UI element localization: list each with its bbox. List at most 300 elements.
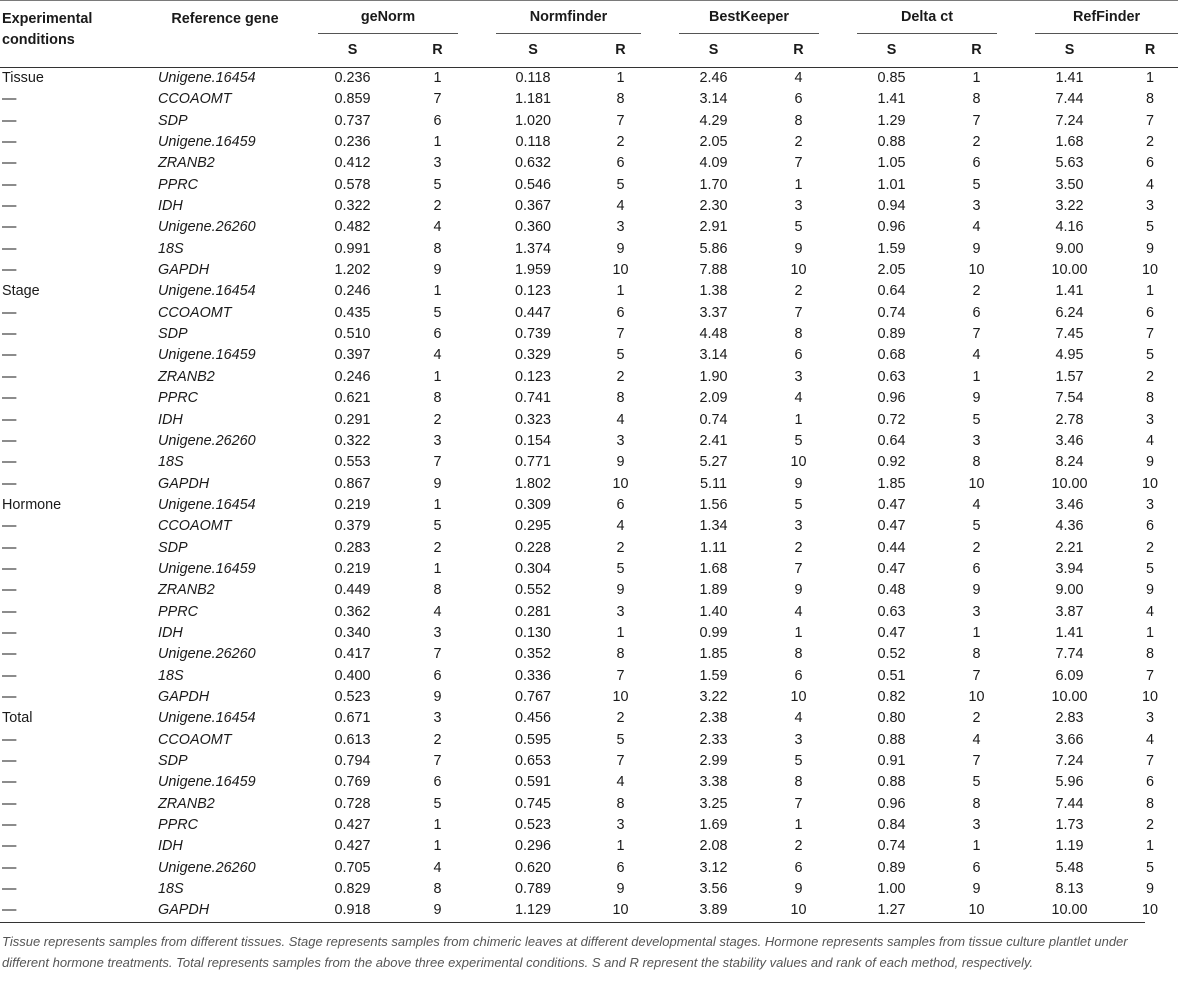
spacer-cell [653,623,661,644]
spacer-cell [653,324,661,345]
spacer-cell [831,217,839,238]
rank-cell: 7 [616,326,625,343]
spacer-cell [1009,772,1017,793]
condition-cell: — [2,304,17,321]
spacer-cell [1009,303,1017,324]
header-s: S [708,42,719,58]
spacer-cell [470,751,478,772]
stability-value-cell: 2.38 [699,710,728,727]
rank-cell: 8 [433,881,442,898]
spacer-cell [470,858,478,879]
condition-cell: Stage [2,283,40,300]
spacer-cell [831,580,839,601]
rank-cell: 1 [972,838,981,855]
spacer-cell [1009,68,1017,90]
spacer-cell [831,367,839,388]
rank-cell: 1 [944,68,1009,90]
stability-value-cell: 0.553 [334,454,371,471]
stability-value-cell: 4.48 [699,326,728,343]
rank-cell: 1 [1146,624,1155,641]
rank-cell: 3 [794,518,803,535]
condition-cell: — [2,112,17,129]
rank-cell: 8 [972,454,981,471]
spacer-cell [831,132,839,153]
stability-value-cell: 0.68 [877,347,906,364]
stability-value-cell: 0.291 [334,411,371,428]
spacer-cell [653,89,661,110]
rank-cell: 8 [616,390,625,407]
rank-cell: 9 [616,240,625,257]
rank-cell: 1 [433,817,442,834]
stability-value-cell: 0.435 [334,304,371,321]
spacer-cell [470,772,478,793]
gene-cell: CCOAOMT [158,518,232,535]
stability-value-cell: 2.08 [699,838,728,855]
spacer-cell [831,815,839,836]
spacer-cell [470,815,478,836]
condition-cell: — [2,411,17,428]
stability-value-cell: 0.523 [514,817,551,834]
spacer-cell [470,879,478,900]
rank-cell: 6 [433,667,442,684]
rank-cell: 9 [972,390,981,407]
stability-value-cell: 0.85 [839,68,944,90]
spacer-cell [653,410,661,431]
rank-cell: 7 [972,326,981,343]
rank-cell: 4 [972,219,981,236]
table-row [0,175,1178,196]
rank-cell: 8 [1146,795,1155,812]
stability-value-cell: 0.510 [334,326,371,343]
spacer-cell [470,303,478,324]
stability-value-cell: 1.020 [514,112,551,129]
stability-value-cell: 0.84 [877,817,906,834]
stability-value-cell: 0.94 [877,198,906,215]
stability-value-cell: 0.281 [514,603,551,620]
condition-cell: Total [2,710,33,727]
rank-cell: 4 [616,198,625,215]
rank-cell: 10 [1142,902,1159,919]
rank-cell: 2 [972,539,981,556]
spacer-cell [1009,281,1017,302]
rank-cell: 2 [972,283,981,300]
table-row [0,644,1178,665]
rank-cell: 8 [794,326,803,343]
stability-value-cell: 0.417 [334,646,371,663]
rank-cell: 3 [433,432,442,449]
stability-value-cell: 0.236 [334,134,371,151]
rank-cell: 1 [433,283,442,300]
stability-value-cell: 3.14 [699,91,728,108]
spacer-cell [831,281,839,302]
stability-value-cell: 0.400 [334,667,371,684]
rank-cell: 10 [790,902,807,919]
gene-cell: PPRC [158,817,198,834]
spacer-cell [1009,623,1017,644]
header-reffinder: RefFinder [1035,9,1178,34]
stability-value-cell: 3.22 [1055,198,1084,215]
rank-cell: 10 [612,688,629,705]
spacer-cell [1009,538,1017,559]
rank-cell: 6 [1146,518,1155,535]
rank-cell: 3 [433,155,442,172]
stability-value-cell: 0.47 [877,624,906,641]
spacer-cell [831,623,839,644]
rank-cell: 10 [1142,688,1159,705]
spacer-cell [831,324,839,345]
stability-value-cell: 2.33 [699,731,728,748]
spacer-cell [470,217,478,238]
stability-value-cell: 7.24 [1055,112,1084,129]
stability-value-cell: 0.447 [514,304,551,321]
stability-value-cell: 10.00 [1051,475,1088,492]
stability-value-cell: 0.632 [514,155,551,172]
spacer-cell [470,388,478,409]
rank-cell: 10 [612,475,629,492]
spacer-cell [470,345,478,366]
stability-value-cell: 0.296 [514,838,551,855]
gene-cell: SDP [158,539,188,556]
stability-value-cell: 0.745 [514,795,551,812]
rank-cell: 6 [972,859,981,876]
table-row [0,538,1178,559]
stability-value-cell: 0.295 [514,518,551,535]
spacer-cell [653,900,661,921]
condition-cell: — [2,624,17,641]
stability-value-cell: 0.154 [514,432,551,449]
rank-cell: 8 [794,646,803,663]
rank-cell: 2 [1146,368,1155,385]
rank-cell: 2 [794,283,803,300]
stability-value-cell: 0.728 [334,795,371,812]
condition-cell: — [2,667,17,684]
rank-cell: 7 [433,454,442,471]
spacer-cell [653,644,661,665]
stability-value-cell: 0.427 [334,838,371,855]
stability-value-cell: 0.283 [334,539,371,556]
spacer-cell [831,730,839,751]
stability-value-cell: 9.00 [1055,240,1084,257]
stability-value-cell: 0.482 [334,219,371,236]
stability-value-cell: 5.27 [699,454,728,471]
table-row [0,751,1178,772]
header-r: R [793,42,804,58]
rank-cell: 6 [1146,304,1155,321]
spacer-cell [831,900,839,921]
stability-value-cell: 3.37 [699,304,728,321]
stability-value-cell: 0.427 [334,817,371,834]
rank-cell: 4 [433,859,442,876]
table-row [0,281,1178,302]
spacer-cell [470,516,478,537]
spacer-cell [831,175,839,196]
gene-cell: Unigene.26260 [158,646,256,663]
rank-cell: 10 [612,262,629,279]
spacer-cell [653,580,661,601]
stability-value-cell: 3.56 [699,881,728,898]
rank-cell: 7 [616,112,625,129]
rank-cell: 4 [1146,176,1155,193]
rank-cell: 7 [972,753,981,769]
header-s: S [886,42,897,58]
stability-value-cell: 0.88 [877,774,906,791]
stability-value-cell: 0.379 [334,518,371,535]
table-row [0,324,1178,345]
stability-value-cell: 1.27 [877,902,906,919]
stability-value-cell: 2.83 [1055,710,1084,727]
gene-cell: 18S [158,667,184,684]
condition-cell: — [2,454,17,471]
rank-cell: 8 [972,646,981,663]
spacer-cell [1009,324,1017,345]
condition-cell: — [2,240,17,257]
spacer-cell [470,708,478,729]
table-row [0,730,1178,751]
rank-cell: 5 [794,496,803,513]
rank-cell: 4 [972,731,981,748]
stability-value-cell: 3.22 [699,688,728,705]
spacer-cell [1009,708,1017,729]
table-row [0,879,1178,900]
rank-cell: 8 [1146,91,1155,108]
rank-cell: 5 [433,176,442,193]
rank-cell: 10 [968,262,985,279]
spacer-cell [1009,516,1017,537]
spacer-cell [470,474,478,495]
table-row [0,858,1178,879]
rank-cell: 1 [405,68,470,90]
stability-value-cell: 7.74 [1055,646,1084,663]
stability-value-cell: 0.88 [877,134,906,151]
rank-cell: 3 [433,624,442,641]
rank-cell: 7 [794,304,803,321]
rank-cell: 1 [1146,838,1155,855]
table-row [0,516,1178,537]
table-row [0,623,1178,644]
spacer-cell [1009,815,1017,836]
spacer-cell [831,644,839,665]
condition-cell: — [2,390,17,407]
gene-cell: GAPDH [158,688,210,705]
spacer-cell [653,196,661,217]
rank-cell: 10 [790,688,807,705]
spacer-cell [470,196,478,217]
stability-value-cell: 1.19 [1055,838,1084,855]
rank-cell: 2 [433,411,442,428]
spacer-cell [470,836,478,857]
table-row [0,410,1178,431]
rank-cell: 6 [794,667,803,684]
gene-cell: IDH [158,198,183,215]
rank-cell: 10 [790,262,807,279]
spacer-cell [1009,452,1017,473]
spacer-cell [831,538,839,559]
spacer-cell [653,217,661,238]
spacer-cell [470,666,478,687]
stability-value-cell: 0.741 [514,390,551,407]
condition-cell: — [2,795,17,812]
gene-cell: Unigene.16459 [158,134,256,151]
stability-value-cell: 3.46 [1055,496,1084,513]
spacer-cell [1009,89,1017,110]
rank-cell: 5 [616,731,625,748]
rank-cell: 9 [1146,881,1155,898]
stability-value-cell: 1.85 [877,475,906,492]
stability-value-cell: 1.90 [699,368,728,385]
stability-value-cell: 1.68 [699,560,728,577]
table-row [0,772,1178,793]
stability-value-cell: 2.91 [699,219,728,236]
stability-value-cell: 0.118 [478,68,588,90]
stability-value-cell: 0.739 [514,326,551,343]
rank-cell: 1 [588,68,653,90]
stability-value-cell: 1.802 [514,475,551,492]
spacer-cell [1009,388,1017,409]
rank-cell: 8 [794,774,803,791]
table-row [0,559,1178,580]
rank-cell: 7 [794,560,803,577]
spacer-cell [831,239,839,260]
spacer-cell [653,495,661,516]
rank-cell: 2 [1146,134,1155,151]
stability-value-cell: 0.304 [514,560,551,577]
spacer-cell [470,495,478,516]
stability-value-cell: 1.05 [877,155,906,172]
header-delta-ct: Delta ct [857,9,997,34]
condition-cell: — [2,134,17,151]
spacer-cell [470,367,478,388]
rank-cell: 3 [972,603,981,620]
rank-cell: 6 [433,112,442,129]
stability-value-cell: 4.29 [699,112,728,129]
gene-cell: Unigene.16459 [158,347,256,364]
rank-cell: 7 [433,91,442,108]
spacer-cell [1009,730,1017,751]
gene-cell: Unigene.16454 [150,68,300,90]
stability-value-cell: 4.09 [699,155,728,172]
table-row [0,303,1178,324]
stability-value-cell: 0.236 [300,68,405,90]
stability-value-cell: 3.89 [699,902,728,919]
rank-cell: 2 [433,539,442,556]
stability-value-cell: 1.68 [1055,134,1084,151]
stability-value-cell: 2.78 [1055,411,1084,428]
stability-value-cell: 0.118 [515,134,551,151]
header-s: S [528,42,538,58]
spacer-cell [831,260,839,281]
stability-value-cell: 0.367 [514,198,551,215]
gene-cell: GAPDH [158,902,210,919]
rank-cell: 9 [794,475,803,492]
stability-value-cell: 1.89 [699,582,728,599]
rank-cell: 4 [433,219,442,236]
spacer-cell [1009,367,1017,388]
stability-value-cell: 0.219 [334,496,371,513]
spacer-cell [470,623,478,644]
stability-value-cell: 0.64 [877,432,906,449]
table-row [0,111,1178,132]
stability-value-cell: 1.41 [1017,68,1122,90]
spacer-cell [470,559,478,580]
rank-cell: 9 [1146,454,1155,471]
stability-value-cell: 0.867 [334,475,371,492]
condition-cell: — [2,219,17,236]
condition-cell: — [2,518,17,535]
spacer-cell [470,538,478,559]
rank-cell: 4 [794,603,803,620]
spacer-cell [470,410,478,431]
spacer-cell [470,324,478,345]
gene-cell: ZRANB2 [158,155,215,172]
rank-cell: 8 [433,390,442,407]
table-row [0,239,1178,260]
stability-value-cell: 0.246 [334,283,371,300]
rank-cell: 5 [433,518,442,535]
stability-value-cell: 2.30 [699,198,728,215]
condition-cell: — [2,731,17,748]
stability-value-cell: 1.00 [877,881,906,898]
spacer-cell [831,516,839,537]
table-body [0,68,1178,922]
rank-cell: 5 [433,795,442,812]
stability-value-cell: 1.73 [1055,817,1084,834]
spacer-cell [470,602,478,623]
rank-cell: 5 [1146,219,1155,236]
rank-cell: 2 [433,731,442,748]
spacer-cell [653,772,661,793]
spacer-cell [1009,666,1017,687]
gene-cell: 18S [158,240,184,257]
table-row [0,666,1178,687]
rank-cell: 1 [1146,283,1155,300]
stability-value-cell: 3.46 [1055,432,1084,449]
rank-cell: 2 [616,134,625,151]
stability-value-cell: 0.546 [514,176,551,193]
rank-cell: 2 [794,134,803,151]
condition-cell: — [2,859,17,876]
header-r: R [432,42,443,58]
stability-value-cell: 0.456 [514,710,551,727]
condition-cell: — [2,838,17,855]
spacer-cell [831,794,839,815]
spacer-cell [653,538,661,559]
rank-cell: 1 [794,624,803,641]
gene-cell: Unigene.16459 [158,560,256,577]
stability-value-cell: 0.64 [877,283,906,300]
gene-cell: Unigene.16454 [158,283,256,300]
spacer-cell [653,858,661,879]
stability-value-cell: 1.181 [514,91,551,108]
rank-cell: 1 [1122,68,1178,90]
rank-cell: 7 [972,112,981,129]
stability-value-cell: 0.309 [514,496,551,513]
spacer-cell [1009,580,1017,601]
rank-cell: 3 [972,198,981,215]
rank-cell: 8 [972,91,981,108]
stability-value-cell: 1.01 [877,176,906,193]
stability-value-cell: 0.613 [334,731,371,748]
rank-cell: 5 [616,347,625,364]
stability-value-cell: 9.00 [1055,582,1084,599]
table-row [0,345,1178,366]
condition-cell: — [2,881,17,898]
stability-value-cell: 7.24 [1055,753,1084,769]
rank-cell: 2 [794,838,803,855]
stability-value-cell: 0.88 [877,731,906,748]
header-s: S [1064,42,1075,58]
rank-cell: 5 [972,411,981,428]
rank-cell: 7 [972,667,981,684]
